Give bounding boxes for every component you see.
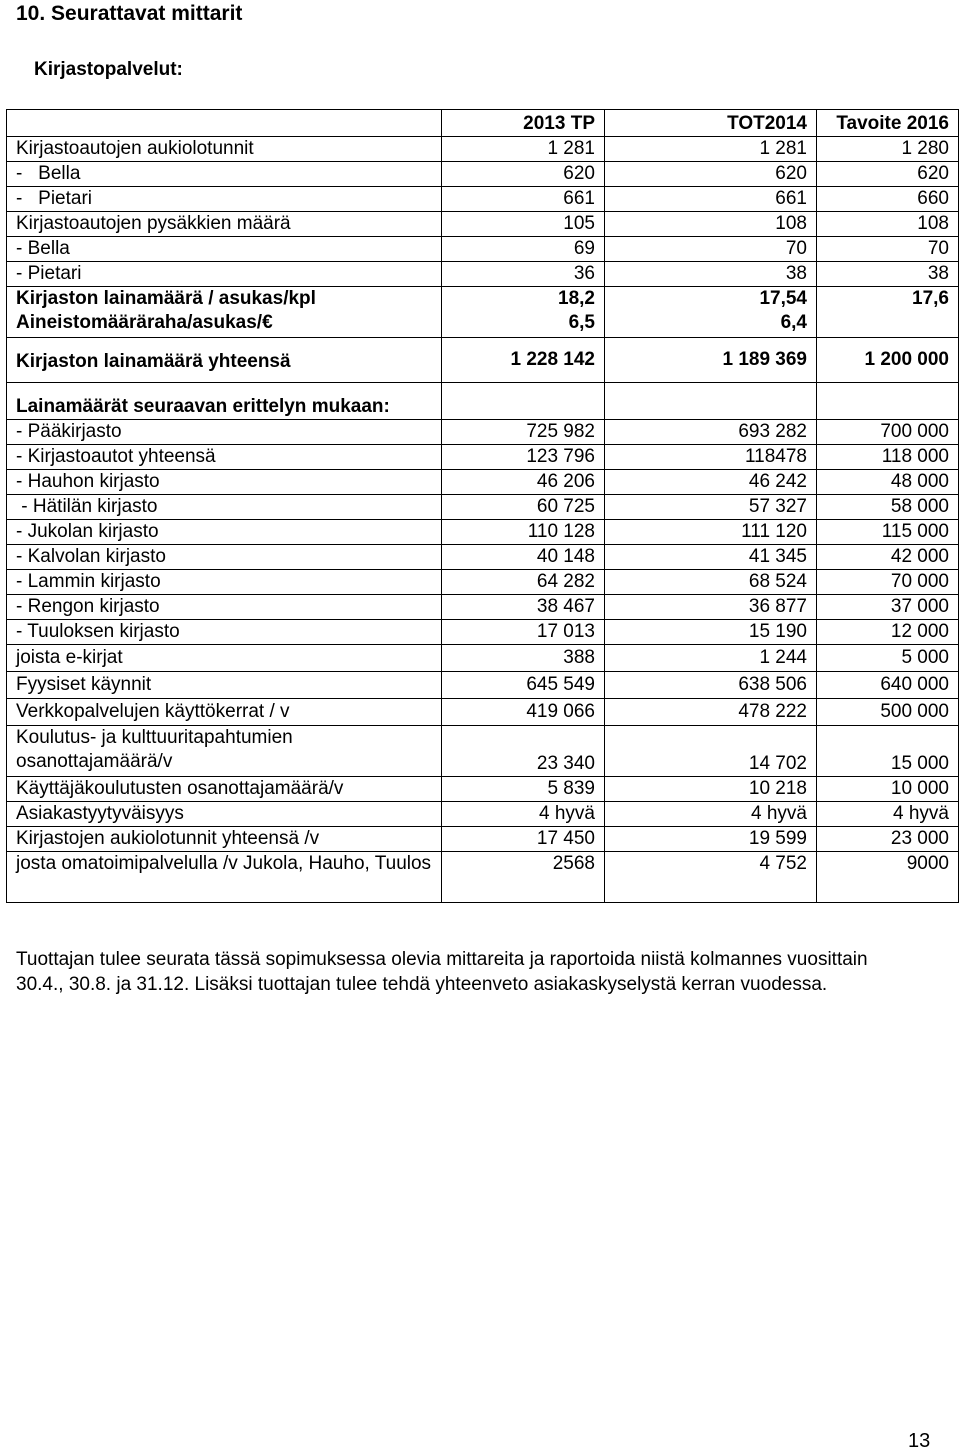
row-label: - Rengon kirjasto bbox=[7, 595, 442, 620]
row-label: Koulutus- ja kulttuuritapahtumien osanottajamäärä/v bbox=[7, 726, 442, 777]
table-row bbox=[7, 520, 959, 545]
cell-tot2014: 111 120 bbox=[605, 520, 817, 545]
total-label: Kirjaston lainamäärä yhteensä bbox=[7, 338, 442, 383]
cell-tavoite: 1 280 bbox=[817, 137, 959, 162]
cell-2013: 110 128 bbox=[442, 520, 605, 545]
row-label: - Jukolan kirjasto bbox=[7, 520, 442, 545]
table-row bbox=[7, 595, 959, 620]
cell-tavoite: 700 000 bbox=[817, 420, 959, 445]
row-label: - Tuuloksen kirjasto bbox=[7, 620, 442, 645]
row-label: - Lammin kirjasto bbox=[7, 570, 442, 595]
cell-2013: 64 282 bbox=[442, 570, 605, 595]
header-cell bbox=[7, 110, 442, 137]
table-row bbox=[7, 545, 959, 570]
cell-tot2014: 36 877 bbox=[605, 595, 817, 620]
cell-tavoite: 58 000 bbox=[817, 495, 959, 520]
row-label: Käyttäjäkoulutusten osanottajamäärä/v bbox=[7, 777, 442, 802]
table-row bbox=[7, 852, 959, 903]
cell-2013: 388 bbox=[442, 645, 605, 672]
table-row bbox=[7, 827, 959, 852]
cell-tavoite: 23 000 bbox=[817, 827, 959, 852]
cell-tot2014: 638 506 bbox=[605, 672, 817, 699]
row-label: - Pietari bbox=[7, 262, 442, 287]
table-row bbox=[7, 162, 959, 187]
cell-2013: 46 206 bbox=[442, 470, 605, 495]
cell-tavoite: 115 000 bbox=[817, 520, 959, 545]
cell-tavoite: 12 000 bbox=[817, 620, 959, 645]
cell-2013: 123 796 bbox=[442, 445, 605, 470]
row-label: Kirjastoautojen aukiolotunnit bbox=[7, 137, 442, 162]
cell-tot2014: 68 524 bbox=[605, 570, 817, 595]
header-cell: Tavoite 2016 bbox=[817, 110, 959, 137]
cell-2013: 419 066 bbox=[442, 699, 605, 726]
row-label: josta omatoimipalvelulla /v Jukola, Hauho, Tuulos bbox=[7, 852, 442, 903]
cell-2013: 17 450 bbox=[442, 827, 605, 852]
cell-tavoite: 37 000 bbox=[817, 595, 959, 620]
cell-tot2014: 41 345 bbox=[605, 545, 817, 570]
cell-tot2014: 478 222 bbox=[605, 699, 817, 726]
cell-2013: 5 839 bbox=[442, 777, 605, 802]
table-row bbox=[7, 672, 959, 699]
ratio-2013 bbox=[442, 287, 605, 338]
cell-2013: 40 148 bbox=[442, 545, 605, 570]
cell-2013: 4 hyvä bbox=[442, 802, 605, 827]
cell-2013: 620 bbox=[442, 162, 605, 187]
table-row bbox=[7, 645, 959, 672]
cell-2013: 69 bbox=[442, 237, 605, 262]
cell-tot2014: 4 752 bbox=[605, 852, 817, 903]
cell-tot2014: 661 bbox=[605, 187, 817, 212]
cell-tot2014: 693 282 bbox=[605, 420, 817, 445]
cell-2013: 661 bbox=[442, 187, 605, 212]
ratio-labels bbox=[7, 287, 442, 338]
total-row bbox=[7, 338, 959, 383]
subsection-heading: Kirjastopalvelut: bbox=[34, 59, 183, 80]
breakdown-title: Lainamäärät seuraavan erittelyn mukaan: bbox=[7, 383, 442, 420]
cell-tavoite: 500 000 bbox=[817, 699, 959, 726]
ratio-tot2014 bbox=[605, 287, 817, 338]
cell-2013: 17 013 bbox=[442, 620, 605, 645]
cell-tot2014: 57 327 bbox=[605, 495, 817, 520]
row-label: Kirjastojen aukiolotunnit yhteensä /v bbox=[7, 827, 442, 852]
metrics-table bbox=[6, 109, 959, 903]
cell-tot2014: 10 218 bbox=[605, 777, 817, 802]
ratio-label-loans-per-resident: Kirjaston lainamäärä / asukas/kpl bbox=[16, 288, 316, 309]
row-label: Kirjastoautojen pysäkkien määrä bbox=[7, 212, 442, 237]
row-label: - Pietari bbox=[7, 187, 442, 212]
cell-2013: 2568 bbox=[442, 852, 605, 903]
table-row bbox=[7, 262, 959, 287]
cell-tavoite: 10 000 bbox=[817, 777, 959, 802]
table-row bbox=[7, 470, 959, 495]
cell-tot2014: 70 bbox=[605, 237, 817, 262]
ratio-2013-loans: 18,2 bbox=[558, 288, 595, 309]
section-heading: 10. Seurattavat mittarit bbox=[16, 2, 243, 25]
table-row bbox=[7, 802, 959, 827]
cell-tavoite: 70 bbox=[817, 237, 959, 262]
cell-tot2014: 38 bbox=[605, 262, 817, 287]
table-row bbox=[7, 237, 959, 262]
cell-tavoite: 5 000 bbox=[817, 645, 959, 672]
cell-tavoite: 15 000 bbox=[817, 726, 959, 777]
table-row bbox=[7, 777, 959, 802]
breakdown-title-row bbox=[7, 383, 959, 420]
cell-2013: 725 982 bbox=[442, 420, 605, 445]
table-row bbox=[7, 620, 959, 645]
empty-cell bbox=[605, 383, 817, 420]
page-number: 13 bbox=[908, 1430, 931, 1452]
cell-tot2014: 620 bbox=[605, 162, 817, 187]
cell-tot2014: 1 244 bbox=[605, 645, 817, 672]
total-tavoite: 1 200 000 bbox=[817, 338, 959, 383]
table-row bbox=[7, 570, 959, 595]
cell-tavoite: 48 000 bbox=[817, 470, 959, 495]
cell-tavoite: 9000 bbox=[817, 852, 959, 903]
empty-cell bbox=[442, 383, 605, 420]
cell-tavoite: 38 bbox=[817, 262, 959, 287]
ratio-label-budget-per-resident: Aineistomääräraha/asukas/€ bbox=[16, 312, 273, 333]
ratio-tavoite bbox=[817, 287, 959, 338]
breakdown-rows bbox=[7, 420, 959, 645]
cell-tot2014: 4 hyvä bbox=[605, 802, 817, 827]
cell-2013: 36 bbox=[442, 262, 605, 287]
ratio-tot2014-loans: 17,54 bbox=[759, 288, 807, 309]
cell-tavoite: 620 bbox=[817, 162, 959, 187]
cell-2013: 60 725 bbox=[442, 495, 605, 520]
cell-tavoite: 42 000 bbox=[817, 545, 959, 570]
row-label: - Bella bbox=[7, 162, 442, 187]
row-label: - Pääkirjasto bbox=[7, 420, 442, 445]
ratio-tavoite-loans: 17,6 bbox=[912, 288, 949, 309]
header-cell: 2013 TP bbox=[442, 110, 605, 137]
cell-tavoite: 118 000 bbox=[817, 445, 959, 470]
table-row bbox=[7, 699, 959, 726]
header-row bbox=[7, 110, 959, 137]
cell-2013: 38 467 bbox=[442, 595, 605, 620]
cell-2013: 23 340 bbox=[442, 726, 605, 777]
cell-2013: 105 bbox=[442, 212, 605, 237]
cell-tot2014: 15 190 bbox=[605, 620, 817, 645]
cell-tavoite: 70 000 bbox=[817, 570, 959, 595]
header-cell: TOT2014 bbox=[605, 110, 817, 137]
row-label: - Kalvolan kirjasto bbox=[7, 545, 442, 570]
cell-tot2014: 1 281 bbox=[605, 137, 817, 162]
table-row bbox=[7, 212, 959, 237]
ratio-tot2014-budget: 6,4 bbox=[780, 312, 807, 333]
row-label: - Hätilän kirjasto bbox=[7, 495, 442, 520]
table-row bbox=[7, 420, 959, 445]
cell-tot2014: 19 599 bbox=[605, 827, 817, 852]
cell-tot2014: 14 702 bbox=[605, 726, 817, 777]
table-row bbox=[7, 137, 959, 162]
row-label: Asiakastyytyväisyys bbox=[7, 802, 442, 827]
table-row bbox=[7, 495, 959, 520]
table-row bbox=[7, 726, 959, 777]
footer-paragraph: Tuottajan tulee seurata tässä sopimuksessa olevia mittareita ja raportoida niistä kolmannes vuosittain 30.4., 30.8. ja 31.12. Lisäksi tuottajan tulee tehdä yhteenveto asiakaskyselystä kerran vuodessa. bbox=[16, 949, 868, 995]
row-label: Fyysiset käynnit bbox=[7, 672, 442, 699]
total-2013: 1 228 142 bbox=[442, 338, 605, 383]
cell-tot2014: 108 bbox=[605, 212, 817, 237]
cell-tot2014: 118478 bbox=[605, 445, 817, 470]
row-label: - Hauhon kirjasto bbox=[7, 470, 442, 495]
table-row bbox=[7, 445, 959, 470]
cell-tavoite: 4 hyvä bbox=[817, 802, 959, 827]
other-rows bbox=[7, 645, 959, 726]
row-label: - Bella bbox=[7, 237, 442, 262]
row-label: - Kirjastoautot yhteensä bbox=[7, 445, 442, 470]
cell-tavoite: 640 000 bbox=[817, 672, 959, 699]
cell-2013: 645 549 bbox=[442, 672, 605, 699]
ratio-2013-budget: 6,5 bbox=[568, 312, 595, 333]
empty-cell bbox=[817, 383, 959, 420]
cell-tot2014: 46 242 bbox=[605, 470, 817, 495]
tail-rows bbox=[7, 777, 959, 852]
ratio-row bbox=[7, 287, 959, 338]
row-label: Verkkopalvelujen käyttökerrat / v bbox=[7, 699, 442, 726]
row-label: joista e-kirjat bbox=[7, 645, 442, 672]
cell-tavoite: 660 bbox=[817, 187, 959, 212]
table-row bbox=[7, 187, 959, 212]
total-tot2014: 1 189 369 bbox=[605, 338, 817, 383]
cell-tavoite: 108 bbox=[817, 212, 959, 237]
cell-2013: 1 281 bbox=[442, 137, 605, 162]
